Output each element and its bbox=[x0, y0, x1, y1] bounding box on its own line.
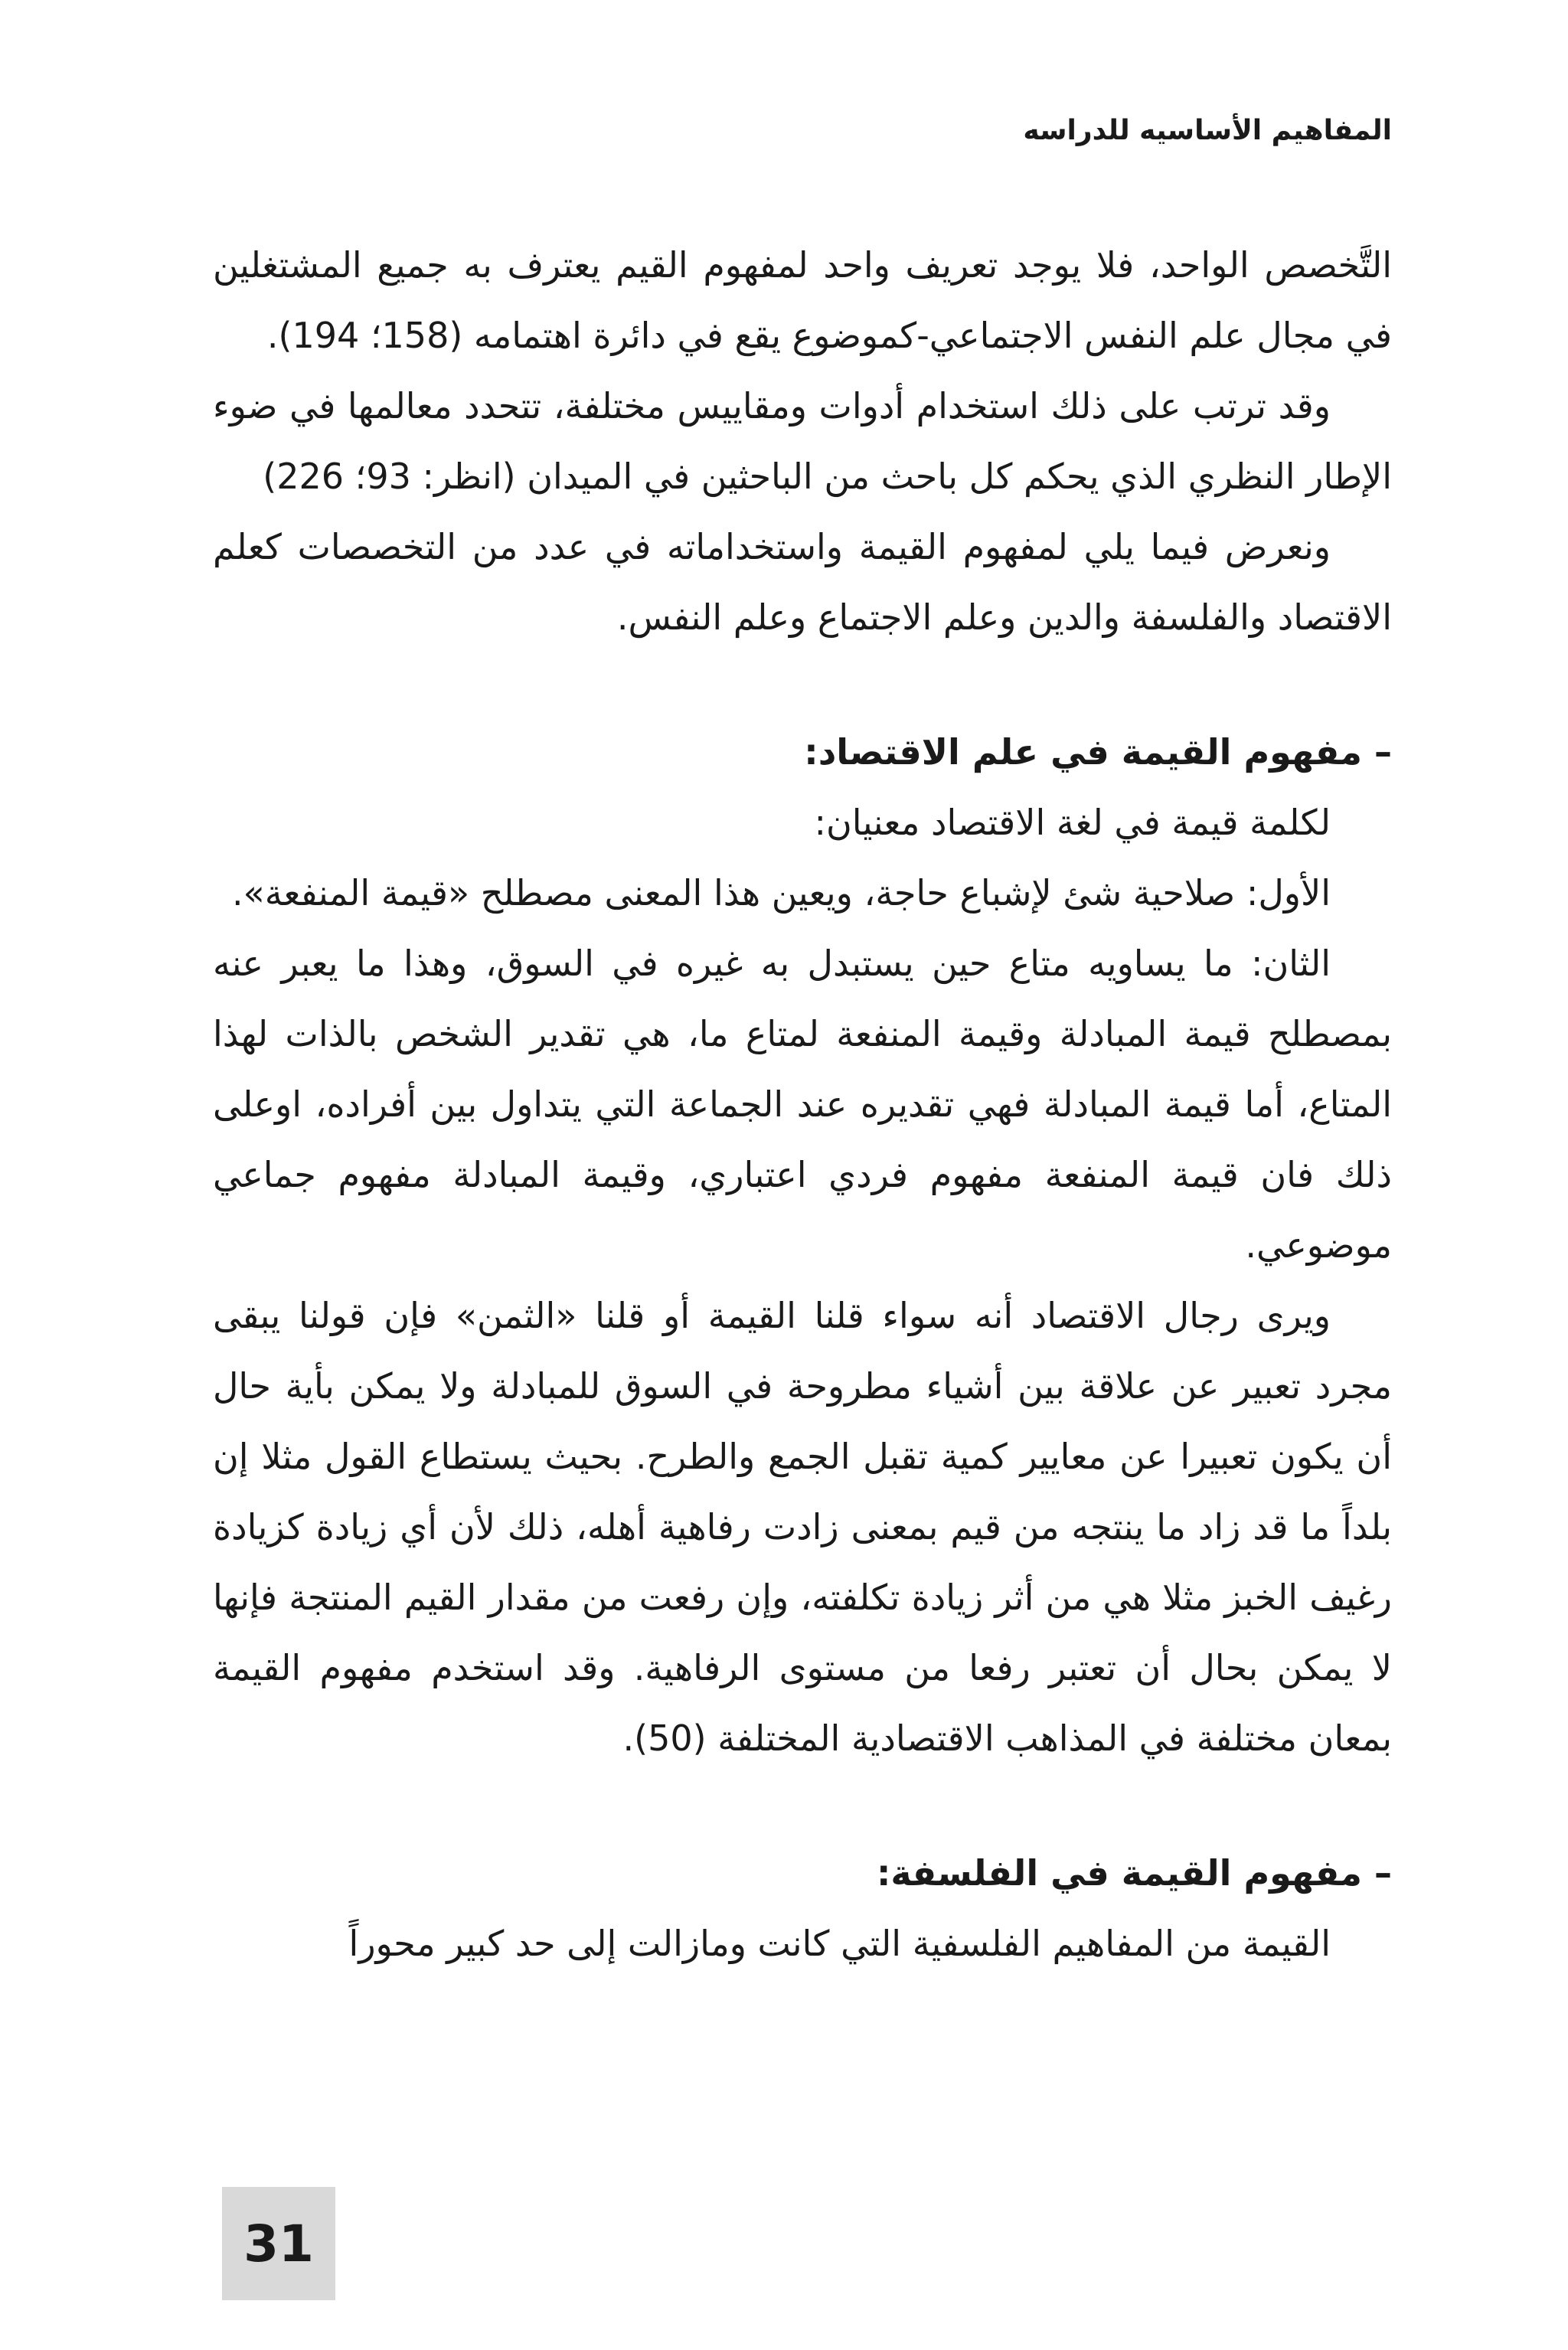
running-header-title: المفاهيم الأساسيه للدراسه bbox=[1023, 115, 1392, 146]
page-number-box: 31 bbox=[222, 2187, 335, 2300]
section-heading-philosophy: – مفهوم القيمة في الفلسفة: bbox=[876, 1852, 1392, 1894]
paragraph-7: ويرى رجال الاقتصاد أنه سواء قلنا القيمة أو قلنا «الثمن» فإن قولنا يبقى مجرد تعبير عن علاقة بين أشياء مطروحة في السوق للمبادلة ولا يمكن بأية حال أن يكون تعبيرا عن معايير كمية تقبل الجمع والطرح. بحيث يستطاع القول مثلا إن بلداً ما قد زاد ما ينتجه من قيم بمعنى زادت رفاهية أهله، ذلك لأن أي زيادة كزيادة رغيف الخبز مثلا هي من أثر زيادة تكلفته، وإن رفعت من مقدار القيم المنتجة فإنها لا يمكن بحال أن تعتبر رفعا من مستوى الرفاهية. وقد استخدم مفهوم القيمة بمعان مختلفة في المذاهب الاقتصادية المختلفة (50). bbox=[213, 1295, 1392, 1759]
paragraph-8: القيمة من المفاهيم الفلسفية التي كانت ومازالت إلى حد كبير محوراً bbox=[348, 1923, 1331, 1964]
paragraph-4: لكلمة قيمة في لغة الاقتصاد معنيان: bbox=[814, 802, 1331, 843]
paragraph-6: الثان: ما يساويه متاع حين يستبدل به غيره في السوق، وهذا ما يعبر عنه بمصطلح قيمة المبادلة وقيمة المنفعة لمتاع ما، هي تقدير الشخص بالذات لهذا المتاع، أما قيمة المبادلة فهي تقديره عند الجماعة التي يتداول بين أفراده، اوعلى ذلك فان قيمة المنفعة مفهوم فردي اعتباري، وقيمة المبادلة مفهوم جماعي موضوعي. bbox=[213, 943, 1392, 1266]
section-heading-economics: – مفهوم القيمة في علم الاقتصاد: bbox=[804, 731, 1392, 773]
paragraph-3: ونعرض فيما يلي لمفهوم القيمة واستخداماته في عدد من التخصصات كعلم الاقتصاد والفلسفة والدين وعلم الاجتماع وعلم النفس. bbox=[213, 526, 1392, 638]
paragraph-5: الأول: صلاحية شئ لإشباع حاجة، ويعين هذا المعنى مصطلح «قيمة المنفعة». bbox=[232, 872, 1331, 914]
body-text bbox=[213, 230, 1392, 1979]
paragraph-2: وقد ترتب على ذلك استخدام أدوات ومقاييس مختلفة، تتحدد معالمها في ضوء الإطار النظري الذي يحكم كل باحث من الباحثين في الميدان (انظر: 93؛ 226) bbox=[213, 385, 1392, 497]
paragraph-1: التَّخصص الواحد، فلا يوجد تعريف واحد لمفهوم القيم يعترف به جميع المشتغلين في مجال علم النفس الاجتماعي-كموضوع يقع في دائرة اهتمامه (158؛ 194). bbox=[213, 244, 1392, 356]
